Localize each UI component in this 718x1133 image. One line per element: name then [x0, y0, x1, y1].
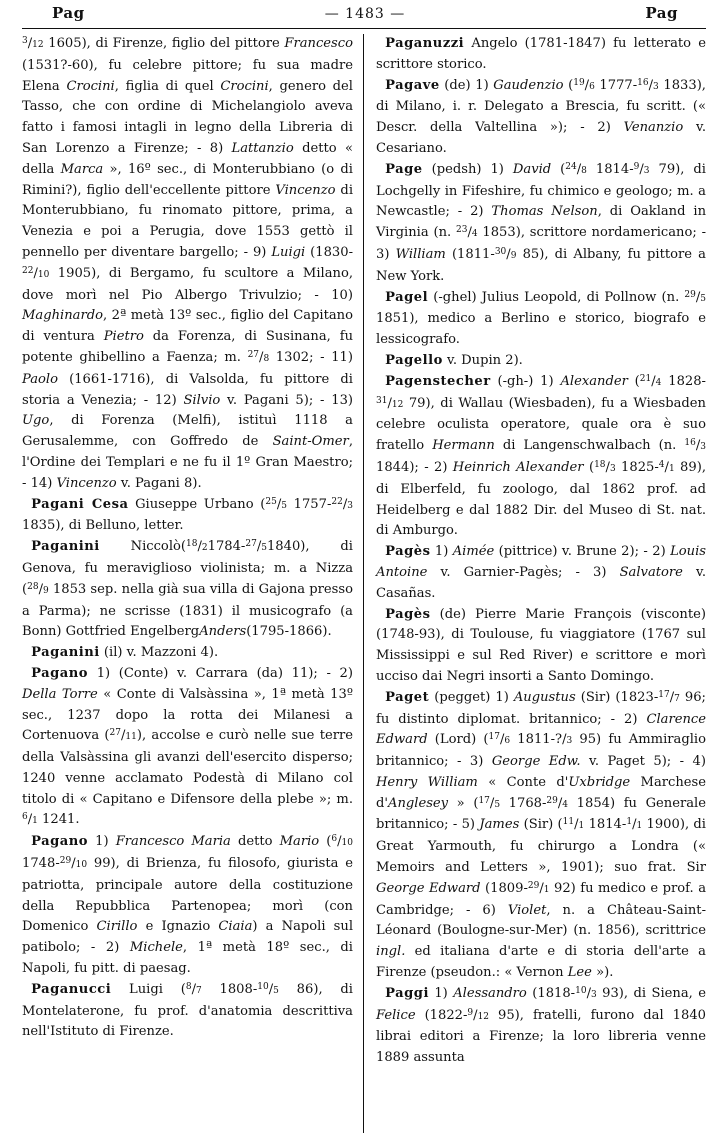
dictionary-entry-paganini-il: [22, 643, 353, 664]
page-number: — 1483 —: [324, 6, 406, 22]
dictionary-entry-paganini-niccolo: [22, 537, 353, 643]
dictionary-entry-paget: [376, 688, 706, 984]
dictionary-entry-pagenstecher: [376, 372, 706, 542]
entry-headword: Paganuzzi: [385, 36, 465, 51]
entry-headword: Pagano: [31, 665, 89, 681]
dictionary-entry-pagel: [376, 288, 706, 351]
entry-text: (de) Pierre Marie François (visconte) (1748-93), di Toulouse, fu viaggiatore (1767 sul Mississippi e sul Red River) e scrittore e morì ucciso dai Negri insorti a Santo Domingo.: [376, 606, 706, 684]
entry-text: (-ghel) Julius Leopold, di Pollnow (n. $^{29}$/5 1851), medico a Berlino e storico, biografo e lessicografo.: [376, 289, 706, 348]
entry-text: (il) v. Mazzoni 4).: [99, 645, 219, 661]
entry-headword: Page: [385, 161, 423, 177]
text-columns: [22, 34, 706, 1133]
dictionary-entry-cont-crocini: [22, 34, 353, 495]
entry-headword: Pagave: [385, 77, 440, 93]
entry-text: (de) 1) Gaudenzio ($^{19}$/6 1777-$^{16}$/3 1833), di Milano, i. r. Delegato a Brescia, fu scritt. (« Descr. della Valtellina »); - 2) Venanzio v. Cesariano.: [376, 77, 706, 156]
entry-text: 1) Aimée (pittrice) v. Brune 2); - 2) Louis Antoine v. Garnier-Pagès; - 3) Salvatore v. Casañas.: [376, 544, 706, 601]
running-header: [22, 4, 706, 30]
entry-headword: Paggi: [385, 985, 429, 1001]
entry-headword: Pagano: [31, 834, 89, 850]
dictionary-entry-pagano-1: [22, 664, 353, 832]
entry-text: v. Dupin 2).: [442, 352, 523, 368]
dictionary-entry-paganucci: [22, 980, 353, 1043]
entry-headword: Pagello: [385, 352, 443, 368]
entry-text: 1) Francesco Maria detto Mario ($^6$/10 1748-$^{29}$/10 99), di Brienza, fu filosofo, giurista e patriotta, principale autore della costituzione della Repubblica Partenopea; morì (con Domenico Cirillo e Ignazio Ciaia) a Napoli sul patibolo; - 2) Michele, 1ª metà 18º sec., di Napoli, fu pitt. di paesag.: [22, 834, 354, 977]
entry-headword: Paganini: [31, 645, 100, 661]
dictionary-entry-pagano-2: [22, 832, 353, 980]
entry-headword: Pagès: [385, 544, 431, 560]
entry-text: 1) (Conte) v. Carrara (da) 11); - 2) Della Torre « Conte di Valsàssina », 1ª metà 13º sec., 1237 dopo la rotta dei Milanesi a Cortenuova ($^{27}$/11), accolse e curò nelle sue terre della Valsàssina gli avanzi dell'esercito disperso; 1240 venne acclamato Podestà di Milano col titolo di « Capitano e Difensore della plebe »; m. $^6$/1 1241.: [22, 665, 353, 828]
left-column: [22, 34, 364, 1133]
entry-headword: Pagès: [385, 606, 431, 622]
dictionary-entry-page: [376, 160, 706, 288]
entry-text: $^3$/12 1605), di Firenze, figlio del pittore Francesco (1531?-60), fu celebre pittore; fu sua madre Elena Crocini, figlia di quel Crocini, genero del Tasso, che con ordine di Michelangiolo aveva fatto i famosi intagli in legno della Libreria di San Lorenzo a Firenze; - 8) Lattanzio detto « della Marca », 16º sec., di Monterubbiano (o di Rimini?), figlio dell'eccellente pittore Vincenzo di Monterubbiano, fu rinomato pittore, prima, a Venezia e poi a Perugia, dove 1553 gettò il pennello per diventare bargello; - 9) Luigi (1830-$^{22}$/10 1905), di Bergamo, fu scultore a Milano, dove morì nel Pio Albergo Trivulzio; - 10) Maghinardo, 2ª metà 13º sec., figlio del Capitano di ventura Pietro da Forenza, di Susinana, fu potente ghibellino a Faenza; m. $^{27}$/8 1302; - 11) Paolo (1661-1716), di Valsolda, fu pittore di storia a Venezia; - 12) Silvio v. Pagani 5); - 13) Ugo, di Forenza (Melfi), istituì 1118 a Gerusalemme, con Goffredo de Saint-Omer, l'Ordine dei Templari e ne fu il 1º Gran Maestro; - 14) Vincenzo v. Pagani 8).: [22, 36, 354, 491]
entry-headword: Pagani Cesa: [31, 496, 129, 512]
dictionary-entry-pagello: [376, 351, 706, 372]
entry-text: Luigi ($^8$/7 1808-$^{10}$/5 86), di Montelaterone, fu prof. d'anatomia descrittiva nell'Istituto di Firenze.: [22, 981, 353, 1040]
entry-text: Giuseppe Urbano ($^{25}$/5 1757-$^{22}$/3 1835), di Belluno, letter.: [22, 496, 353, 534]
entry-text: (-gh-) 1) Alexander ($^{21}$/4 1828-$^{31}$/12 79), di Wallau (Wiesbaden), fu a Wiesbaden celebre oculista operatore, quale ora è suo fratello Hermann di Langenschwalbach (n. $^{16}$/3 1844); - 2) Heinrich Alexander ($^{18}$/3 1825-$^4$/1 89), di Elberfeld, fu zoologo, dal 1862 prof. ad Heidelberg e dal 1882 Dir. del Museo di St. nat. di Amburgo.: [376, 373, 707, 539]
entry-headword: Pagel: [385, 289, 429, 305]
entry-text: 1) Alessandro (1818-$^{10}$/3 93), di Siena, e Felice (1822-$^9$/12 95), fratelli, furono dal 1840 librai editori a Firenze; la loro libreria venne 1889 assunta: [376, 985, 706, 1066]
dictionary-entry-pages-2: [376, 605, 706, 688]
dictionary-entry-pages-1: [376, 542, 706, 604]
entry-headword: Paganucci: [31, 981, 112, 997]
dictionary-entry-paganuzzi: [376, 34, 706, 76]
header-rule: [22, 28, 706, 29]
entry-text: Angelo (1781-1847) fu letterato e scrittore storico.: [376, 36, 706, 72]
header-left-word: Pag: [52, 4, 85, 22]
entry-text: (pedsh) 1) David ($^{24}$/8 1814-$^9$/3 79), di Lochgelly in Fifeshire, fu chimico e geologo; m. a Newcastle; - 2) Thomas Nelson, di Oakland in Virginia (n. $^{23}$/4 1853), scrittore nordamericano; - 3) William (1811-$^{30}$/9 85), di Albany, fu pittore a New York.: [376, 161, 707, 284]
dictionary-entry-pagani-cesa: [22, 495, 353, 538]
dictionary-entry-pagave: [376, 76, 706, 160]
entry-headword: Paget: [385, 689, 430, 705]
header-right-word: Pag: [645, 4, 678, 22]
entry-headword: Pagenstecher: [385, 373, 491, 389]
entry-text: Niccolò($^{18}$/21784-$^{27}$/51840), di Genova, fu meraviglioso violinista; m. a Nizza ($^{28}$/9 1853 sep. nella già sua villa di Gajona presso a Parma); ne scrisse (1831) il musicografo (a Bonn) Gottfried EngelbergAnders(1795-1866).: [22, 539, 353, 640]
entry-headword: Paganini: [31, 539, 100, 555]
entry-text: (pegget) 1) Augustus (Sir) (1823-$^{17}$/7 96; fu distinto diplomat. britannico; - 2) Clarence Edward (Lord) ($^{17}$/6 1811-?/3 95) fu Ammiraglio britannico; - 3) George Edw. v. Paget 5); - 4) Henry William « Conte d'Uxbridge Marchese d'Anglesey » ($^{17}$/5 1768-$^{29}$/4 1854) fu Generale britannico; - 5) James (Sir) ($^{11}$/1 1814-$^1$/1 1900), di Great Yarmouth, fu chirurgo a Londra (« Memoirs and Letters », 1901); suo frat. Sir George Edward (1809-$^{29}$/1 92) fu medico e prof. a Cambridge; - 6) Violet, n. a Château-Saint-Léonard (Boulogne-sur-Mer) (n. 1856), scrittrice ingl. ed italiana d'arte e di storia dell'arte a Firenze (pseudon.: « Vernon Lee »).: [376, 689, 707, 981]
dictionary-entry-paggi: [376, 984, 706, 1069]
right-column: [364, 34, 706, 1133]
